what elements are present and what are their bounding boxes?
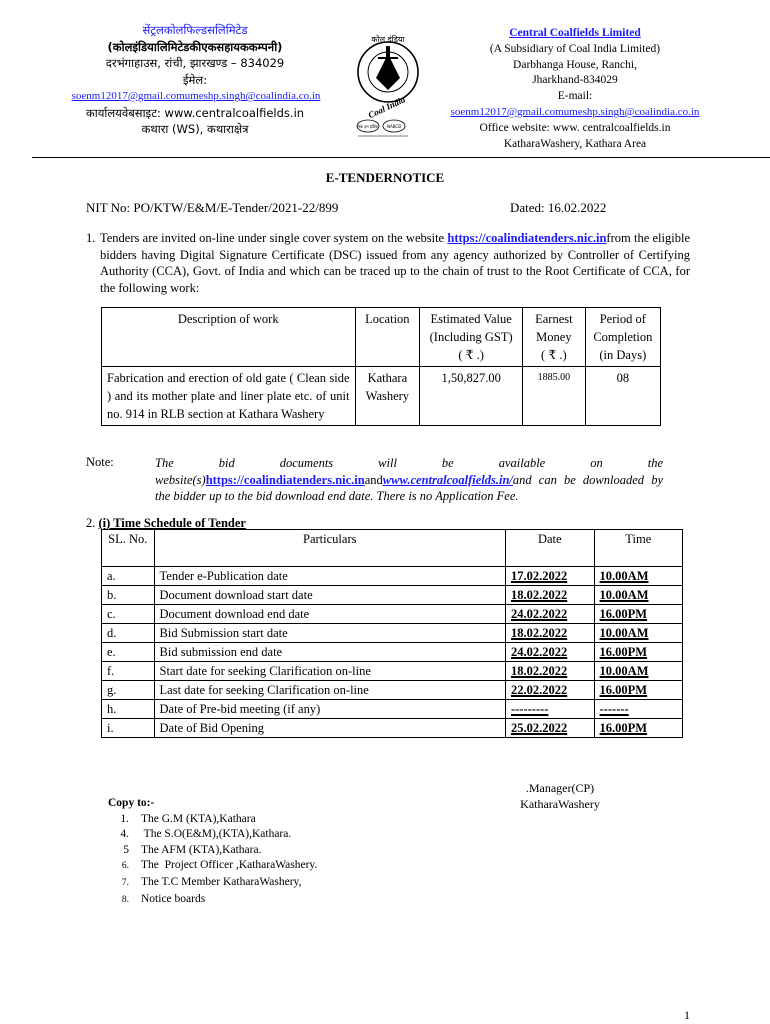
schedule-particulars-text: Document download start date [159, 588, 313, 602]
schedule-date [505, 662, 594, 681]
schedule-sl-text: c. [107, 607, 116, 621]
email-label: E-mail: [557, 90, 593, 103]
note-pre: The bid documents will be available on the website(s) [155, 456, 663, 487]
schedule-date [505, 605, 594, 624]
schedule-sl [102, 643, 155, 662]
copy-to-number: 7. [121, 877, 129, 888]
schedule-row [102, 662, 683, 681]
schedule-time-text: 16.00PM [599, 721, 648, 735]
header-description: Description of work [102, 308, 356, 367]
schedule-sl [102, 700, 155, 719]
schedule-date [505, 643, 594, 662]
work-location: Kathara Washery [355, 367, 420, 426]
schedule-date [505, 700, 594, 719]
schedule-row [102, 643, 683, 662]
schedule-sl [102, 567, 155, 586]
schedule-particulars-text: Bid Submission start date [159, 626, 288, 640]
copy-to-number: 4. [120, 828, 129, 841]
schedule-date-text: 24.02.2022 [510, 607, 568, 621]
subsidiary: (A Subsidiary of Coal India Limited) [489, 42, 661, 55]
signature-designation: .Manager(CP) [525, 781, 595, 795]
copy-to-text: Notice boards [141, 892, 206, 905]
schedule-particulars-text: Last date for seeking Clarification on-line [159, 683, 369, 697]
schedule-time-text: 10.00AM [599, 626, 649, 640]
schedule-sl [102, 586, 155, 605]
schedule-particulars-text: Tender e-Publication date [159, 569, 288, 583]
email-link-left[interactable]: soenm12017@gmail.comumeshp.singh@coalindia.co.in [71, 90, 321, 102]
address-line-1: Darbhanga House, Ranchi, [513, 58, 637, 71]
schedule-particulars [154, 700, 505, 719]
schedule-time-text: 16.00PM [599, 683, 648, 697]
schedule-particulars-text: Date of Pre-bid meeting (if any) [159, 702, 321, 716]
area: KatharaWashery, Kathara Area [503, 137, 647, 150]
schedule-particulars [154, 605, 505, 624]
logo-hindi-text: कोल इंडिया [371, 35, 405, 44]
schedule-date [505, 567, 594, 586]
schedule-particulars [154, 662, 505, 681]
schedule-date-text: 18.02.2022 [510, 664, 568, 678]
schedule-time [594, 624, 682, 643]
address-hindi: दरभंगाहाउस, रांची, झारखण्ड – 834029 [105, 56, 285, 70]
signature-block [500, 780, 620, 812]
schedule-sl-text: h. [107, 702, 117, 716]
copy-to-item [108, 892, 317, 909]
value-header-line-2: (Including GST) [429, 330, 513, 344]
schedule-sl-text: f. [107, 664, 115, 678]
schedule-row [102, 681, 683, 700]
schedule-sl-text: g. [107, 683, 117, 697]
schedule-particulars [154, 586, 505, 605]
schedule-sl-text: b. [107, 588, 117, 602]
value-header-line-3: ( ₹ .) [458, 348, 484, 362]
schedule-particulars [154, 624, 505, 643]
paragraph-1-text-post: from the eligible bidders having Digital Signature Certificate (DSC) issued from any agency authorized by Controller of Certifying Authority (CCA), Govt. of India and which can be traced up to the chain of trust to the Root Certificate of CCA, for the following work: [100, 231, 690, 295]
schedule-time [594, 719, 682, 738]
earnest-header-line-2: Money [536, 330, 572, 344]
work-table-row [102, 367, 661, 426]
note-label: Note: [86, 455, 114, 469]
copy-to-item [108, 875, 317, 892]
schedule-particulars-text: Bid submission end date [159, 645, 283, 659]
header-date: Date [505, 530, 594, 567]
email-label-hindi: ईमेल: [182, 72, 208, 87]
schedule-time [594, 605, 682, 624]
schedule-time-text: 10.00AM [599, 588, 649, 602]
coal-india-logo [350, 30, 440, 140]
paragraph-1-text-pre: Tenders are invited on-line under single cover system on the website [100, 231, 448, 245]
note-link-ccl[interactable]: www.centralcoalfields.in/ [382, 472, 513, 487]
schedule-time-text: 16.00PM [599, 607, 648, 621]
schedule-time [594, 567, 682, 586]
header-sl: SL. No. [102, 530, 155, 567]
schedule-date-text: 18.02.2022 [510, 588, 568, 602]
schedule-sl [102, 624, 155, 643]
work-period: 08 [585, 367, 660, 426]
schedule-date-text: 24.02.2022 [510, 645, 568, 659]
schedule-time-text: ------- [599, 702, 629, 716]
schedule-particulars [154, 643, 505, 662]
schedule-date [505, 719, 594, 738]
schedule-date [505, 681, 594, 700]
earnest-header-line-1: Earnest [535, 312, 573, 326]
schedule-particulars-text: Start date for seeking Clarification on-line [159, 664, 371, 678]
schedule-particulars-text: Document download end date [159, 607, 310, 621]
copy-to-text: The G.M (KTA),Kathara [141, 812, 256, 825]
schedule-row [102, 586, 683, 605]
schedule-row [102, 605, 683, 624]
copy-to-number: 1. [120, 812, 129, 825]
period-header-line-3: (in Days) [599, 348, 647, 362]
schedule-sl [102, 662, 155, 681]
earnest-header-line-3: ( ₹ .) [541, 348, 567, 362]
copy-to-text: The S.O(E&M),(KTA),Kathara. [141, 828, 292, 841]
schedule-time-text: 10.00AM [599, 569, 649, 583]
work-description: Fabrication and erection of old gate ( Clean side ) and its mother plate and liner plate etc. of unit no. 914 in RLB section at Kathara Washery [102, 367, 356, 426]
paragraph-1 [86, 230, 690, 296]
copy-to-title: Copy to:- [108, 797, 155, 809]
subsidiary-hindi: (कोलइंडियालिमिटेडकीएकसहायककम्पनी) [107, 39, 283, 54]
email-link-right[interactable]: soenm12017@gmail.comumeshp.singh@coalindia.co.in [450, 105, 700, 118]
schedule-sl [102, 719, 155, 738]
note-and: and [364, 472, 383, 487]
header-location: Location [355, 308, 420, 367]
schedule-time-text: 16.00PM [599, 645, 648, 659]
area-hindi: कथारा (WS), कथाराक्षेत्र [141, 122, 249, 136]
schedule-time [594, 586, 682, 605]
org-name: Central Coalfields Limited [509, 27, 641, 39]
schedule-date-text: 22.02.2022 [510, 683, 568, 697]
header-earnest-money [523, 308, 586, 367]
copy-to-block [108, 796, 317, 908]
section-2-title: (i) Time Schedule of Tender [98, 516, 246, 530]
schedule-row [102, 624, 683, 643]
schedule-particulars [154, 719, 505, 738]
copy-to-item [108, 812, 317, 828]
schedule-sl-text: d. [107, 626, 117, 640]
header-right-english [440, 26, 710, 152]
office-website: Office website: www. centralcoalfields.in [479, 121, 671, 134]
period-header-line-2: Completion [593, 330, 653, 344]
copy-to-list [108, 812, 317, 909]
nit-date: Dated: 16.02.2022 [510, 200, 607, 215]
schedule-row [102, 719, 683, 738]
schedule-time [594, 681, 682, 700]
schedule-date [505, 586, 594, 605]
schedule-time [594, 643, 682, 662]
schedule-sl-text: a. [107, 569, 116, 583]
copy-to-text: The Project Officer ,KatharaWashery. [141, 859, 318, 872]
header-left-hindi [60, 22, 330, 138]
schedule-row [102, 700, 683, 719]
notice-title: E-TENDERNOTICE [325, 170, 445, 185]
header-period [585, 308, 660, 367]
value-header-line-1: Estimated Value [430, 312, 512, 326]
header-time: Time [594, 530, 682, 567]
note-post: and can be downloaded by the bidder up to the bid download end date. There is no Application Fee. [155, 472, 663, 503]
schedule-time [594, 700, 682, 719]
schedule-sl [102, 605, 155, 624]
schedule-time [594, 662, 682, 681]
schedule-header-row [102, 530, 683, 567]
work-earnest: 1885.00 [523, 367, 586, 426]
schedule-table [101, 529, 683, 738]
section-2-number: 2. [86, 516, 96, 530]
note-text [155, 455, 663, 505]
logo-badge-1: मेक इन इंडिया [357, 124, 379, 129]
schedule-date-text: 25.02.2022 [510, 721, 568, 735]
copy-to-item [108, 827, 317, 843]
work-table-header [102, 308, 661, 367]
copy-to-number: 8. [121, 894, 129, 905]
schedule-sl-text: e. [107, 645, 116, 659]
schedule-particulars-text: Date of Bid Opening [159, 721, 265, 735]
copy-to-number: 6. [121, 861, 129, 872]
page-number: 1 [684, 1008, 690, 1022]
address-line-2: Jharkhand-834029 [532, 74, 618, 87]
copy-to-number: 5 [123, 843, 129, 856]
note-link-tenders[interactable]: https://coalindiatenders.nic.in [205, 472, 365, 487]
schedule-date-text: 17.02.2022 [510, 569, 568, 583]
tenders-link[interactable]: https://coalindiatenders.nic.in [447, 231, 607, 245]
logo-english-text: Coal India [366, 94, 407, 121]
work-table [101, 307, 661, 426]
schedule-body [102, 567, 683, 738]
copy-to-text: The AFM (KTA),Kathara. [141, 843, 262, 856]
schedule-sl [102, 681, 155, 700]
signature-location: KatharaWashery [520, 797, 600, 811]
copy-to-item [108, 843, 317, 859]
schedule-date [505, 624, 594, 643]
header-estimated-value [420, 308, 523, 367]
schedule-particulars [154, 567, 505, 586]
schedule-particulars [154, 681, 505, 700]
header-particulars: Particulars [154, 530, 505, 567]
paragraph-1-number: 1. [86, 231, 96, 245]
schedule-date-text: --------- [510, 702, 549, 716]
logo-badge-2: NABCB [387, 124, 401, 129]
website-hindi: कार्यालयवेबसाइट: www.centralcoalfields.in [85, 105, 305, 120]
schedule-row [102, 567, 683, 586]
nit-number: NIT No: PO/KTW/E&M/E-Tender/2021-22/899 [86, 200, 339, 215]
schedule-sl-text: i. [107, 721, 114, 735]
org-name-hindi: सेंट्रलकोलफिल्डसलिमिटेड [142, 23, 248, 37]
copy-to-text: The T.C Member KatharaWashery, [141, 875, 302, 888]
schedule-time-text: 10.00AM [599, 664, 649, 678]
copy-to-item [108, 858, 317, 875]
schedule-date-text: 18.02.2022 [510, 626, 568, 640]
period-header-line-1: Period of [599, 312, 646, 326]
header-divider [32, 157, 770, 158]
work-value: 1,50,827.00 [420, 367, 523, 426]
